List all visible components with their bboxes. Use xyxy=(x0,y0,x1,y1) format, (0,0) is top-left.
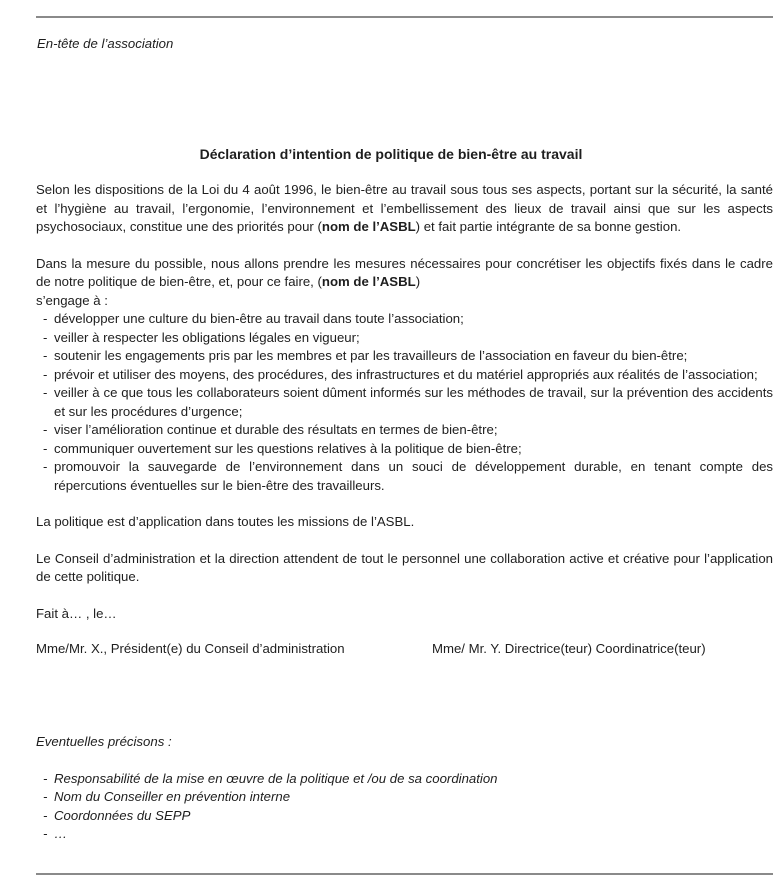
details-label: Eventuelles précisons : xyxy=(36,734,172,749)
signature-director: Mme/ Mr. Y. Directrice(teur) Coordinatrice(teur) xyxy=(432,641,706,656)
list-item: - … xyxy=(36,825,773,844)
intro-paragraph: Selon les dispositions de la Loi du 4 août 1996, le bien-être au travail sous tous ses aspects, portant sur la sécurité, la santé et l’hygiène au travail, l’ergonomie, l’environnement et l’embellissement des lieux de travail ainsi que sur les aspects psychosociaux, constitue une des priorités pour (nom de l’ASBL) et fait partie intégrante de sa bonne gestion. xyxy=(36,182,773,234)
list-item: - viser l’amélioration continue et durable des résultats en termes de bien-être; xyxy=(36,421,773,440)
list-item: - communiquer ouvertement sur les questions relatives à la politique de bien-être; xyxy=(36,440,773,459)
asbl-name-placeholder: nom de l’ASBL xyxy=(321,219,416,234)
asbl-name-placeholder: nom de l’ASBL xyxy=(321,274,416,289)
document-title: Déclaration d’intention de politique de bien-être au travail xyxy=(199,146,583,162)
signature-president: Mme/Mr. X., Président(e) du Conseil d’administration xyxy=(36,641,345,656)
letterhead: En-tête de l’association xyxy=(37,36,174,51)
signature-line xyxy=(36,640,773,660)
engage-label: s’engage à : xyxy=(36,292,108,308)
list-item: - veiller à respecter les obligations légales en vigueur; xyxy=(36,329,773,348)
details-section xyxy=(36,733,773,844)
commitment-list xyxy=(36,310,773,495)
list-item: - développer une culture du bien-être au travail dans toute l’association; xyxy=(36,310,773,329)
list-item: - Responsabilité de la mise en œuvre de la politique et /ou de sa coordination xyxy=(36,770,773,789)
details-list xyxy=(36,770,773,844)
place-date: Fait à… , le… xyxy=(36,605,117,621)
commitment-paragraph: Dans la mesure du possible, nous allons prendre les mesures nécessaires pour concrétiser les objectifs fixés dans le cadre de notre politique de bien-être, et, pour ce faire, (nom de l’ASBL) xyxy=(36,255,773,289)
board-paragraph: Le Conseil d’administration et la direction attendent de tout le personnel une collaboration active et créative pour l’application de cette politique. xyxy=(36,550,773,584)
list-item: - soutenir les engagements pris par les membres et par les travailleurs de l’association en faveur du bien-être; xyxy=(36,347,773,366)
list-item: - prévoir et utiliser des moyens, des procédures, des infrastructures et du matériel appropriés aux réalités de l’association; xyxy=(36,366,773,385)
list-item: - promouvoir la sauvegarde de l’environnement dans un souci de développement durable, en tenant compte des répercutions éventuelles sur le bien-être des travailleurs. xyxy=(36,458,773,495)
list-item: - Nom du Conseiller en prévention interne xyxy=(36,788,773,807)
document-body xyxy=(36,181,773,623)
list-item: - Coordonnées du SEPP xyxy=(36,807,773,826)
scope-paragraph: La politique est d’application dans toutes les missions de l’ASBL. xyxy=(36,514,415,529)
top-rule xyxy=(36,16,773,18)
bottom-rule xyxy=(36,873,773,875)
list-item: - veiller à ce que tous les collaborateurs soient dûment informés sur les méthodes de travail, sur la prévention des accidents et sur les procédures d’urgence; xyxy=(36,384,773,421)
